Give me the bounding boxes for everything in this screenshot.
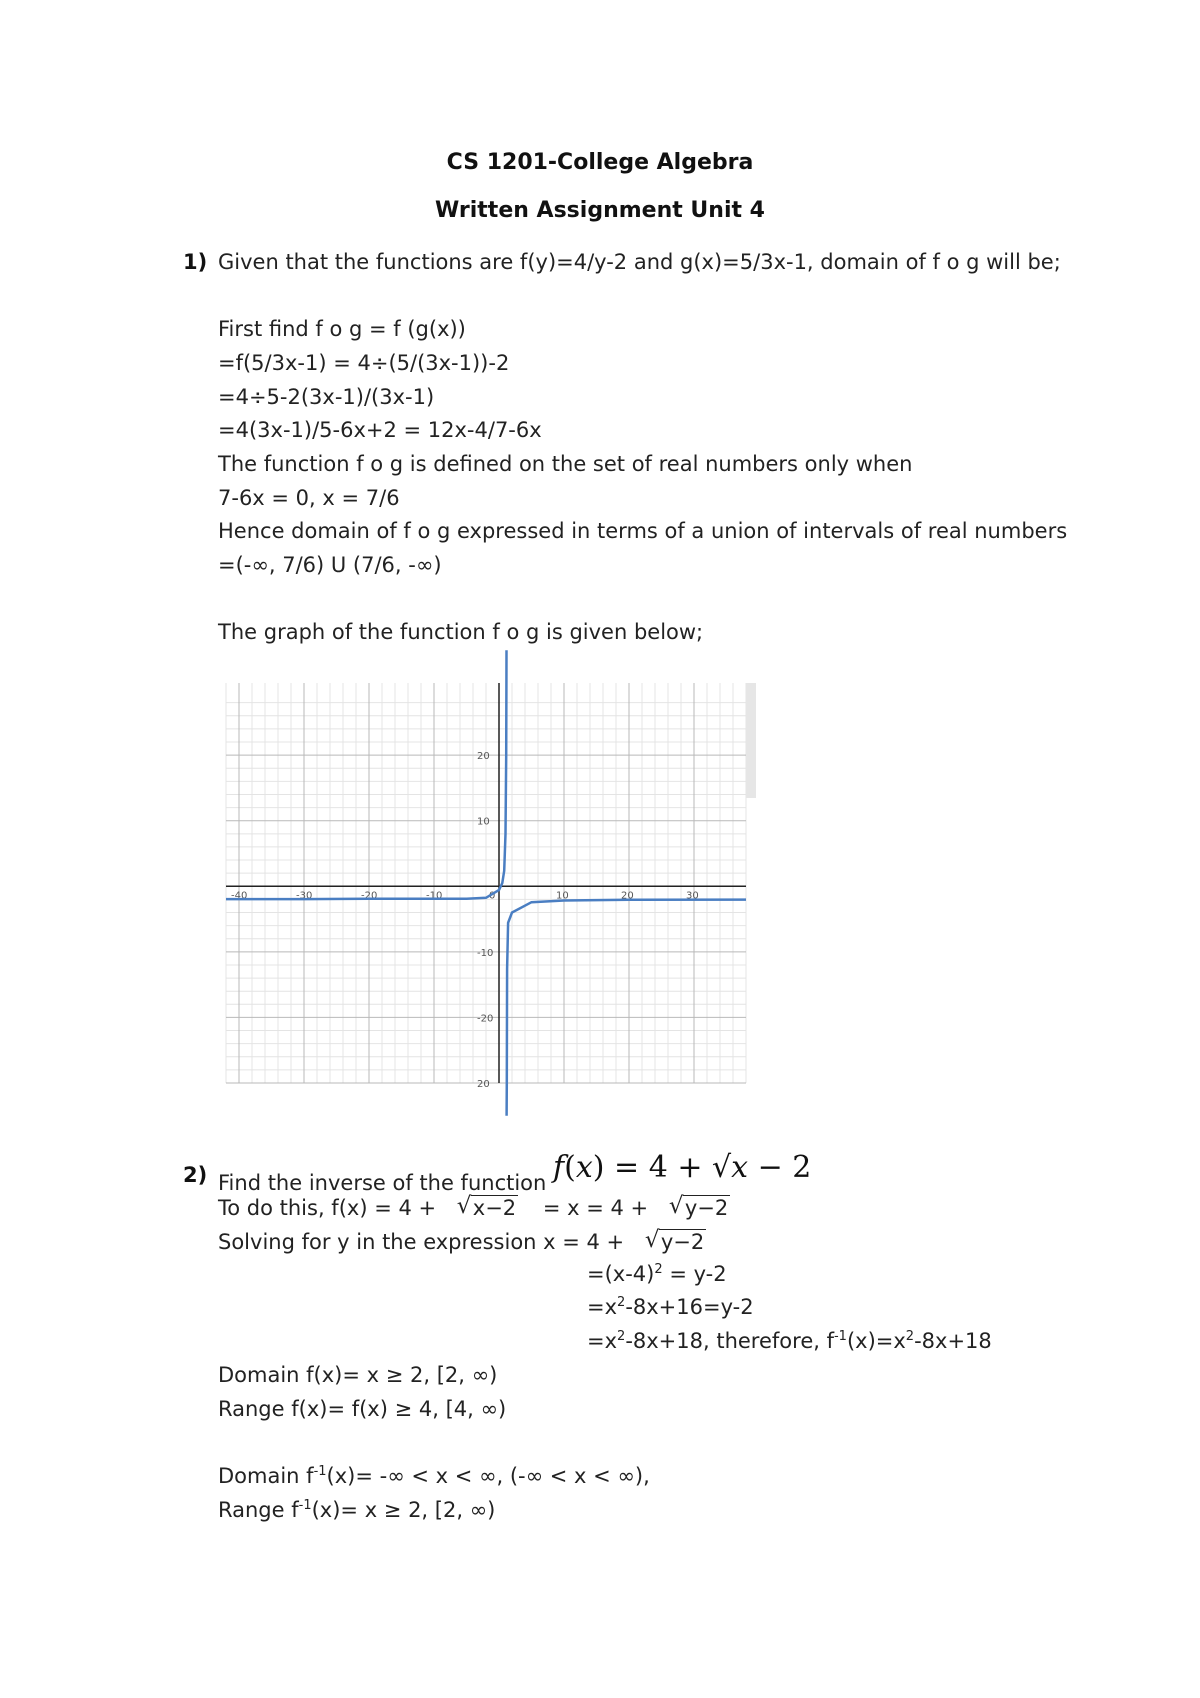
x-tick-label: -30 xyxy=(296,890,313,902)
y-tick-label: 20 xyxy=(477,1079,490,1090)
q2-todo-a: To do this, f(x) = 4 + xyxy=(218,1196,437,1220)
radical-2: √ y−2 xyxy=(668,1193,729,1220)
x-tick-label: -10 xyxy=(426,890,443,902)
radical-3: √ y−2 xyxy=(644,1227,705,1254)
assignment-title: Written Assignment Unit 4 xyxy=(435,198,765,223)
fog-graph xyxy=(226,683,756,1090)
q2-solving-text: Solving for y in the expression x = 4 + xyxy=(218,1230,625,1254)
curve-left-branch xyxy=(226,650,507,902)
x-tick-label: 10 xyxy=(556,890,569,902)
y-tick-label: -20 xyxy=(477,1013,494,1025)
radical-1: √ x−2 xyxy=(456,1193,517,1220)
q1-step-1: First find f o g = f (g(x)) xyxy=(218,317,466,341)
formula-tail: − 2 xyxy=(748,1150,812,1185)
radical-3-body: y−2 xyxy=(660,1230,705,1254)
domain-inverse: Domain $f^{-1}(x)=$ -∞ < x < ∞, (-∞ < x < ∞), xyxy=(218,1464,650,1488)
q1-step-5: The function f o g is defined on the set of real numbers only when xyxy=(218,452,913,476)
domain-f: Domain f(x)= x ≥ 2, [2, ∞) xyxy=(218,1363,498,1387)
q2-step-3: $=x^2-8x+18$, therefore, $f^{-1}(x)=x^2-8x+18$ xyxy=(587,1329,992,1353)
formula-rest: = 4 + √ xyxy=(604,1150,732,1185)
q2-todo-line xyxy=(218,1193,730,1220)
range-inverse: Range $f^{-1}(x)= x \ge 2$, [2, ∞) xyxy=(218,1498,496,1522)
y-tick-label: -10 xyxy=(477,947,494,959)
range-f: Range f(x)= f(x) ≥ 4, [4, ∞) xyxy=(218,1397,507,1421)
question-1-number: 1) xyxy=(183,250,208,274)
q2-step-1: $=(x-4)^2 = y-2$ xyxy=(587,1262,727,1286)
x-tick-label: 0 xyxy=(489,890,496,902)
y-tick-label: 20 xyxy=(477,751,490,763)
radical-1-body: x−2 xyxy=(472,1196,517,1220)
graph-toolbar-strip xyxy=(746,683,756,798)
q1-step-3: =4÷5-2(3x-1)/(3x-1) xyxy=(218,385,435,409)
question-2-text: Find the inverse of the function xyxy=(218,1171,547,1195)
question-1-text: Given that the functions are f(y)=4/y-2 and g(x)=5/3x-1, domain of f o g will be; xyxy=(218,250,1061,274)
q1-step-7: Hence domain of f o g expressed in terms of a union of intervals of real numbers xyxy=(218,519,1068,543)
q2-step-2: $=x^2-8x+16=y-2$ xyxy=(587,1295,754,1319)
question-2-number: 2) xyxy=(183,1163,208,1187)
formula-x: x xyxy=(575,1150,593,1185)
x-tick-label: -40 xyxy=(231,890,248,902)
x-tick-label: 20 xyxy=(621,890,634,902)
formula-f: f xyxy=(553,1150,565,1185)
course-title: CS 1201-College Algebra xyxy=(446,150,754,175)
x-tick-label: -20 xyxy=(361,890,378,902)
q2-todo-b: = x = 4 + xyxy=(542,1196,649,1220)
radical-2-body: y−2 xyxy=(684,1196,729,1220)
q1-step-6: 7-6x = 0, x = 7/6 xyxy=(218,486,400,510)
q1-step-2: =f(5/3x-1) = 4÷(5/(3x-1))-2 xyxy=(218,351,510,375)
question-2-line xyxy=(218,1150,812,1195)
q1-step-8: =(-∞, 7/6) U (7/6, -∞) xyxy=(218,553,442,577)
y-tick-label: 10 xyxy=(477,816,490,828)
function-formula: f(x) = 4 + √x − 2 xyxy=(553,1150,812,1185)
q1-step-4: =4(3x-1)/5-6x+2 = 12x-4/7-6x xyxy=(218,418,542,442)
q2-solving-line xyxy=(218,1227,706,1254)
graph-caption: The graph of the function f o g is given below; xyxy=(218,620,704,644)
formula-x2: x xyxy=(731,1150,749,1185)
x-tick-label: 30 xyxy=(686,890,699,902)
